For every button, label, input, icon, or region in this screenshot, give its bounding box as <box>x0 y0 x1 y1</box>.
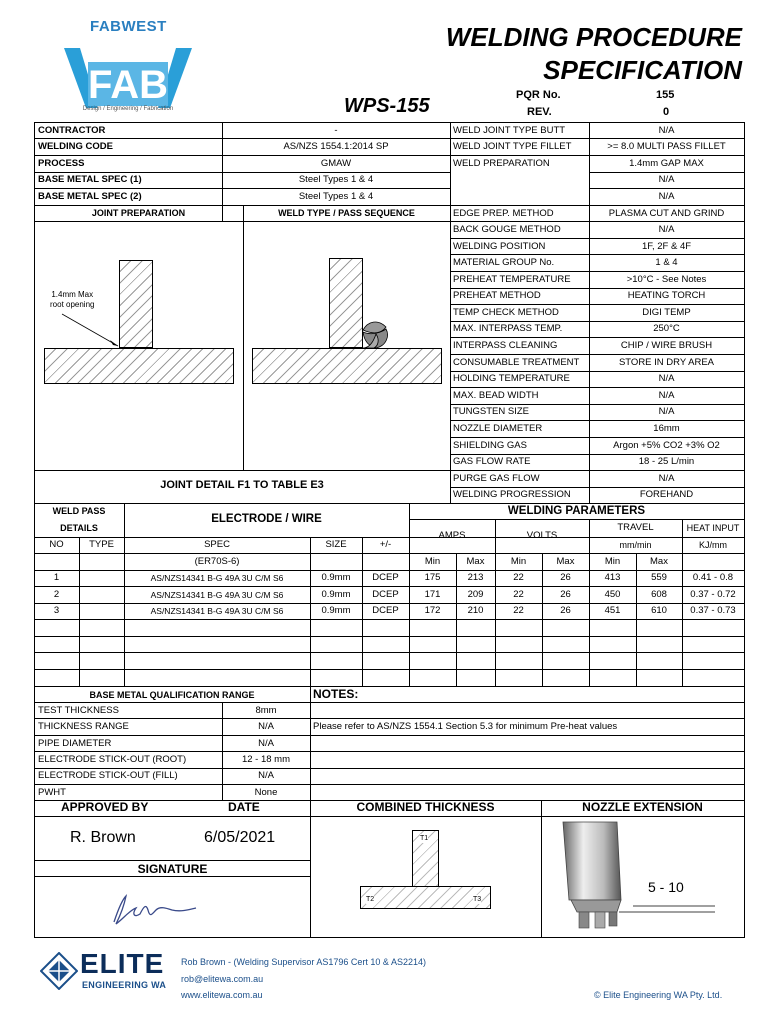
pass-volts-min: 22 <box>513 589 524 600</box>
purge-gas-label: PURGE GAS FLOW <box>453 473 540 484</box>
travel-min-header: Min <box>604 556 621 567</box>
volts-min-header: Min <box>510 556 527 567</box>
elite-logo-icon <box>40 952 78 990</box>
gas-flow-value: 18 - 25 L/min <box>638 456 695 467</box>
gas-flow-label: GAS FLOW RATE <box>453 456 531 467</box>
pipe-diameter-label: PIPE DIAMETER <box>38 738 112 749</box>
col-pm: +/- <box>379 539 392 550</box>
test-thickness-label: TEST THICKNESS <box>38 705 119 716</box>
stickout-root-value: 12 - 18 mm <box>241 754 291 765</box>
weld-vertical-plate <box>329 258 363 348</box>
progression-label: WELDING PROGRESSION <box>453 489 571 500</box>
pass-polarity: DCEP <box>372 589 399 600</box>
back-gouge-value: N/A <box>658 224 675 235</box>
electrode-header: ELECTRODE / WIRE <box>211 513 322 525</box>
rev-value: 0 <box>663 106 670 118</box>
volts-header: VOLTS <box>526 530 558 541</box>
pass-amps-min: 175 <box>424 572 441 583</box>
date-label: DATE <box>228 800 260 814</box>
pass-heat-input: 0.41 - 0.8 <box>692 572 734 583</box>
pqr-value: 155 <box>656 89 675 101</box>
welding-code-value: AS/NZS 1554.1:2014 SP <box>283 141 389 152</box>
pass-polarity: DCEP <box>372 605 399 616</box>
col-spec: SPEC <box>204 539 230 550</box>
weld-prep-extra-2: N/A <box>658 191 675 202</box>
pass-heat-input: 0.37 - 0.72 <box>690 589 736 600</box>
doc-title-line1: WELDING PROCEDURE <box>445 22 742 52</box>
pass-spec: AS/NZS14341 B-G 49A 3U C/M S6 <box>150 573 284 583</box>
contractor-value: - <box>334 125 338 136</box>
details-header: DETAILS <box>60 523 98 533</box>
ct-base-plate <box>360 886 491 909</box>
nozzle-extension-label: NOZZLE EXTENSION <box>582 800 703 814</box>
signature-icon <box>100 888 200 928</box>
pass-volts-min: 22 <box>513 605 524 616</box>
fillet-joint-label: WELD JOINT TYPE FILLET <box>453 141 572 152</box>
pass-size: 0.9mm <box>321 605 351 616</box>
rev-label: REV. <box>527 106 552 118</box>
pass-size: 0.9mm <box>321 572 351 583</box>
pass-travel-min: 413 <box>604 572 621 583</box>
notes-header: NOTES: <box>313 687 359 701</box>
nozzle-diameter-value: 16mm <box>653 423 680 434</box>
preheat-temp-value: >10°C - See Notes <box>626 274 707 285</box>
nozzle-extension-value: 5 - 10 <box>648 879 684 895</box>
approved-by-label: APPROVED BY <box>61 800 149 814</box>
pass-travel-max: 608 <box>651 589 667 600</box>
thickness-range-label: THICKNESS RANGE <box>38 721 129 732</box>
back-gouge-label: BACK GOUGE METHOD <box>453 224 561 235</box>
base-metal-1-value: Steel Types 1 & 4 <box>298 174 374 185</box>
pwht-value: None <box>254 787 278 798</box>
col-no: NO <box>49 539 64 550</box>
weld-prep-value: 1.4mm GAP MAX <box>629 158 704 169</box>
interpass-cleaning-value: CHIP / WIRE BRUSH <box>620 340 713 351</box>
pass-volts-max: 26 <box>560 572 571 583</box>
pass-travel-min: 450 <box>604 589 621 600</box>
gap-note: 1.4mm Max root opening <box>50 290 95 309</box>
shielding-gas-label: SHIELDING GAS <box>453 440 527 451</box>
elite-sub: ENGINEERING WA <box>82 980 167 990</box>
preheat-method-value: HEATING TORCH <box>627 290 706 301</box>
pass-amps-max: 209 <box>467 589 484 600</box>
process-label: PROCESS <box>38 158 85 169</box>
weld-bead-icon <box>362 318 398 352</box>
heat-input-header: HEAT INPUT <box>686 523 740 533</box>
pass-amps-min: 171 <box>424 589 441 600</box>
travel-header: TRAVEL <box>617 522 654 533</box>
fillet-joint-value: >= 8.0 MULTI PASS FILLET <box>607 141 726 152</box>
butt-joint-label: WELD JOINT TYPE BUTT <box>453 125 566 136</box>
pass-amps-min: 172 <box>424 605 441 616</box>
amps-min-header: Min <box>424 556 441 567</box>
purge-gas-value: N/A <box>658 473 675 484</box>
doc-title-line2: SPECIFICATION <box>543 55 742 85</box>
welding-parameters-header: WELDING PARAMETERS <box>507 505 646 517</box>
pass-amps-max: 210 <box>467 605 484 616</box>
approval-date: 6/05/2021 <box>204 829 276 846</box>
weld-prep-extra-1: N/A <box>658 174 675 185</box>
travel-max-header: Max <box>650 556 668 567</box>
pass-volts-max: 26 <box>560 605 571 616</box>
pass-volts-max: 26 <box>560 589 571 600</box>
tungsten-label: TUNGSTEN SIZE <box>453 406 530 417</box>
signature-label: SIGNATURE <box>137 862 208 876</box>
stickout-fill-label: ELECTRODE STICK-OUT (FILL) <box>38 770 178 781</box>
contractor-label: CONTRACTOR <box>38 125 106 136</box>
weld-type-header: WELD TYPE / PASS SEQUENCE <box>278 208 415 218</box>
fabwest-tagline: Design / Engineering / Fabrication <box>82 106 174 112</box>
interpass-temp-label: MAX. INTERPASS TEMP. <box>453 323 563 334</box>
t1-label: T1 <box>420 835 429 842</box>
heat-input-unit: KJ/mm <box>699 540 727 550</box>
pass-travel-min: 451 <box>604 605 621 616</box>
col-type: TYPE <box>89 539 114 550</box>
tungsten-value: N/A <box>658 406 675 417</box>
fabwest-logo <box>58 18 198 123</box>
amps-header: AMPS <box>438 530 466 541</box>
footer-email[interactable]: rob@elitewa.com.au <box>181 974 264 984</box>
pass-spec: AS/NZS14341 B-G 49A 3U C/M S6 <box>150 606 284 616</box>
preheat-note: Please refer to AS/NZS 1554.1 Section 5.3 for minimum Pre-heat values <box>313 721 618 732</box>
progression-value: FOREHAND <box>639 489 694 500</box>
material-group-label: MATERIAL GROUP No. <box>453 257 555 268</box>
fab-mark-icon <box>58 40 198 112</box>
thickness-range-value: N/A <box>258 721 274 732</box>
wps-number: WPS-155 <box>344 95 430 117</box>
travel-unit: mm/min <box>619 540 652 550</box>
position-value: 1F, 2F & 4F <box>641 241 692 252</box>
holding-temp-value: N/A <box>658 373 675 384</box>
material-group-value: 1 & 4 <box>655 257 678 268</box>
pass-no: 1 <box>53 572 60 583</box>
edge-prep-label: EDGE PREP. METHOD <box>453 208 554 219</box>
butt-joint-value: N/A <box>658 125 675 136</box>
weld-base-plate <box>252 348 442 384</box>
test-thickness-value: 8mm <box>255 705 277 716</box>
footer-website[interactable]: www.elitewa.com.au <box>181 990 263 1000</box>
approver-name: R. Brown <box>70 829 136 846</box>
weld-prep-label: WELD PREPARATION <box>453 158 550 169</box>
pass-amps-max: 213 <box>467 572 484 583</box>
fabwest-brand: FABWEST <box>90 18 167 35</box>
bead-width-value: N/A <box>658 390 675 401</box>
pass-no: 3 <box>53 605 60 616</box>
pass-travel-max: 610 <box>651 605 667 616</box>
amps-max-header: Max <box>466 556 485 567</box>
pipe-diameter-value: N/A <box>258 738 274 749</box>
shielding-gas-value: Argon +5% CO2 +3% O2 <box>613 440 720 451</box>
combined-thickness-label: COMBINED THICKNESS <box>356 800 495 814</box>
interpass-cleaning-label: INTERPASS CLEANING <box>453 340 558 351</box>
footer-copyright: © Elite Engineering WA Pty. Ltd. <box>594 990 723 1000</box>
pass-travel-max: 559 <box>651 572 667 583</box>
pwht-label: PWHT <box>38 787 66 798</box>
pass-heat-input: 0.37 - 0.73 <box>690 605 736 616</box>
pass-volts-min: 22 <box>513 572 524 583</box>
base-metal-1-label: BASE METAL SPEC (1) <box>38 174 142 185</box>
edge-prep-value: PLASMA CUT AND GRIND <box>608 208 725 219</box>
col-size: SIZE <box>325 539 347 550</box>
pass-size: 0.9mm <box>321 589 351 600</box>
t2-label: T2 <box>366 896 375 903</box>
gap-arrow-icon <box>60 300 130 352</box>
stickout-root-label: ELECTRODE STICK-OUT (ROOT) <box>38 754 187 765</box>
stickout-fill-value: N/A <box>258 770 274 781</box>
elite-brand: ELITE <box>80 948 165 979</box>
preheat-method-label: PREHEAT METHOD <box>453 290 541 301</box>
temp-check-value: DIGI TEMP <box>642 307 691 318</box>
pass-polarity: DCEP <box>372 572 399 583</box>
base-metal-2-value: Steel Types 1 & 4 <box>298 191 374 202</box>
volts-max-header: Max <box>556 556 575 567</box>
position-label: WELDING POSITION <box>453 241 546 252</box>
t3-label: T3 <box>473 896 482 903</box>
nozzle-diameter-label: NOZZLE DIAMETER <box>453 423 543 434</box>
joint-detail-caption: JOINT DETAIL F1 TO TABLE E3 <box>160 479 324 491</box>
holding-temp-label: HOLDING TEMPERATURE <box>453 373 570 384</box>
svg-text:FAB: FAB <box>88 63 168 107</box>
pass-no: 2 <box>53 589 60 600</box>
pqr-label: PQR No. <box>516 89 561 101</box>
qualification-header: BASE METAL QUALIFICATION RANGE <box>89 690 255 700</box>
welding-code-label: WELDING CODE <box>38 141 113 152</box>
weld-pass-header: WELD PASS <box>52 506 106 516</box>
base-metal-2-label: BASE METAL SPEC (2) <box>38 191 142 202</box>
consumable-label: CONSUMABLE TREATMENT <box>453 357 580 368</box>
temp-check-label: TEMP CHECK METHOD <box>453 307 559 318</box>
footer-supervisor: Rob Brown - (Welding Supervisor AS1796 Cert 10 & AS2214) <box>181 957 426 967</box>
preheat-temp-label: PREHEAT TEMPERATURE <box>453 274 571 285</box>
joint-prep-header: JOINT PREPARATION <box>91 208 186 218</box>
pass-spec: AS/NZS14341 B-G 49A 3U C/M S6 <box>150 590 284 600</box>
electrode-class: (ER70S-6) <box>194 556 240 567</box>
bead-width-label: MAX. BEAD WIDTH <box>453 390 539 401</box>
interpass-temp-value: 250°C <box>653 323 680 334</box>
prep-base-plate <box>44 348 234 384</box>
consumable-value: STORE IN DRY AREA <box>618 357 715 368</box>
process-value: GMAW <box>320 158 352 169</box>
